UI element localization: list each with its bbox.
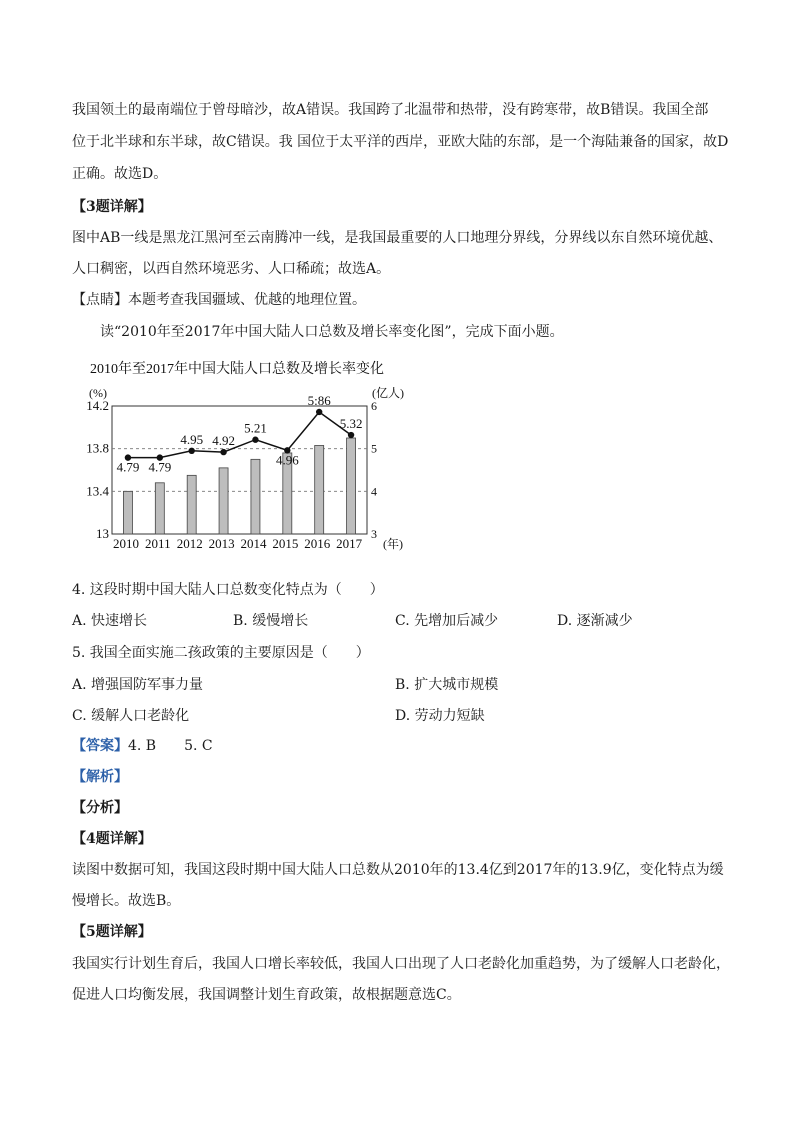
q4-option-c[interactable]: C. 先增加后减少 <box>395 613 499 629</box>
question-4-stem: 4. 这段时期中国大陆人口总数变化特点为（ ） <box>72 582 384 598</box>
question-intro: 读“2010年至2017年中国大陆人口总数及增长率变化图”，完成下面小题。 <box>100 324 564 340</box>
x-tick-label: 2012 <box>176 536 203 551</box>
answer-text: 4. B 5. C <box>128 738 213 754</box>
text-line: 我国领土的最南端位于曾母暗沙，故A错误。我国跨了北温带和热带，没有跨寒带，故B错误。我国全部 <box>72 102 709 118</box>
answer-label: 【答案】 <box>72 738 128 754</box>
q5-option-c[interactable]: C. 缓解人口老龄化 <box>72 708 190 724</box>
population-bar <box>187 475 196 534</box>
x-tick-label: 2014 <box>240 536 267 551</box>
right-axis-unit: (亿人) <box>372 386 404 400</box>
population-bar <box>123 491 132 534</box>
q4-option-a[interactable]: A. 快速增长 <box>72 613 148 629</box>
answer-line <box>72 736 213 756</box>
data-label: 5:86 <box>307 392 331 408</box>
question-5-stem: 5. 我国全面实施二孩政策的主要原因是（ ） <box>72 645 370 661</box>
x-tick-label: 2015 <box>272 536 299 551</box>
q5-option-d[interactable]: D. 劳动力短缺 <box>395 708 485 724</box>
growth-point <box>188 448 194 454</box>
data-label: 4.95 <box>180 431 204 447</box>
heading-q3-detail: 【3题详解】 <box>72 199 152 215</box>
chart-data-labels <box>117 393 363 475</box>
right-tick-label: 3 <box>371 527 377 541</box>
text-line: 促进人口均衡发展，我国调整计划生育政策，故根据题意选C。 <box>72 987 461 1003</box>
data-label: 4.92 <box>212 433 235 449</box>
x-tick-label: 2017 <box>336 536 363 551</box>
text-line: 正确。故选D。 <box>72 166 168 182</box>
text-line: 读图中数据可知，我国这段时期中国大陆人口总数从2010年的13.4亿到2017年的13.9亿，变化特点为缓 <box>72 862 724 878</box>
q4-option-d[interactable]: D. 逐渐减少 <box>557 613 633 629</box>
population-bar <box>315 445 324 534</box>
q4-option-b[interactable]: B. 缓慢增长 <box>233 613 309 629</box>
data-label: 5.21 <box>244 420 267 436</box>
population-bar <box>155 483 164 534</box>
text-line: 我国实行计划生育后，我国人口增长率较低，我国人口出现了人口老龄化加重趋势，为了缓解人口老龄化， <box>72 956 730 972</box>
fenxi-heading: 【分析】 <box>72 800 128 816</box>
growth-point <box>316 409 322 415</box>
analysis-heading: 【解析】 <box>72 769 128 785</box>
left-tick-label: 13.8 <box>86 440 109 456</box>
population-bar <box>251 459 260 534</box>
q5-option-a[interactable]: A. 增强国防军事力量 <box>72 677 204 693</box>
right-axis-ticks <box>371 399 377 541</box>
x-tick-label: 2011 <box>145 536 171 551</box>
x-tick-label: 2010 <box>112 536 139 551</box>
population-bar <box>347 438 356 534</box>
left-tick-label: 14.2 <box>86 398 109 413</box>
dianjing-note: 【点睛】本题考查我国疆域、优越的地理位置。 <box>72 292 366 308</box>
data-label: 4.79 <box>148 459 172 475</box>
chart-title: 2010年至2017年中国大陆人口总数及增长率变化 <box>90 362 384 377</box>
heading-q5-detail: 【5题详解】 <box>72 924 152 940</box>
q5-option-b[interactable]: B. 扩大城市规模 <box>395 677 499 693</box>
data-label: 5.32 <box>339 416 363 432</box>
x-axis-unit: (年) <box>383 537 403 551</box>
text-line: 人口稠密，以西自然环境恶劣、人口稀疏；故选A。 <box>72 261 391 277</box>
population-chart <box>72 352 412 552</box>
text-line: 位于北半球和东半球，故C错误。我 国位于太平洋的西岸，亚欧大陆的东部，是一个海陆兼备的国家，故D <box>72 134 729 150</box>
right-tick-label: 5 <box>371 441 377 456</box>
growth-point <box>220 449 226 455</box>
data-label: 4.79 <box>116 459 140 475</box>
heading-q4-detail: 【4题详解】 <box>72 831 152 847</box>
text-line: 慢增长。故选B。 <box>72 893 181 909</box>
right-tick-label: 6 <box>371 399 377 413</box>
x-tick-label: 2013 <box>208 536 235 551</box>
left-tick-label: 13.4 <box>86 483 109 499</box>
x-axis-ticks <box>113 536 363 551</box>
left-axis-ticks <box>86 398 109 541</box>
data-label: 4.96 <box>275 452 299 468</box>
chart-bars <box>123 438 355 534</box>
x-tick-label: 2016 <box>304 536 331 551</box>
right-tick-label: 4 <box>371 484 377 499</box>
left-axis-unit: (%) <box>89 386 107 400</box>
growth-point <box>348 432 354 438</box>
text-line: 图中AB一线是黑龙江黑河至云南腾冲一线，是我国最重要的人口地理分界线，分界线以东自然环境优越、 <box>72 230 723 246</box>
population-bar <box>219 468 228 534</box>
growth-point <box>252 437 258 443</box>
left-tick-label: 13 <box>96 526 109 541</box>
